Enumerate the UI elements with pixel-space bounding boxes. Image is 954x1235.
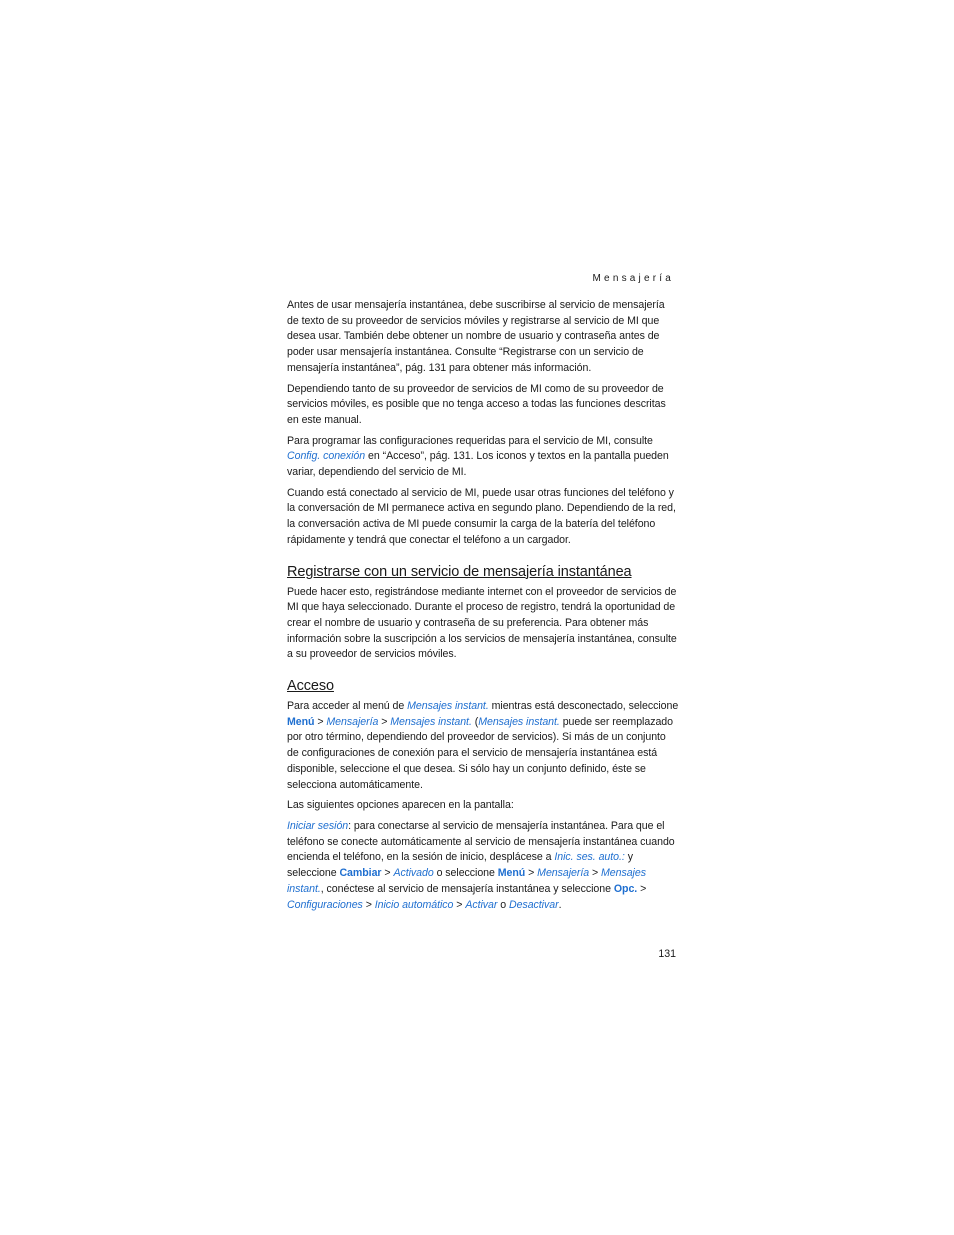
registrarse-paragraph: Puede hacer esto, registrándose mediante internet con el proveedor de servicios de MI que haya seleccionado. Durante el proceso de registro, tendrá la oportunidad de crear el nombre de usuario y contraseña de su preferencia. Para obtener más información sobre la suscripción a los servicios de mensajería instantánea, consulte a su proveedor de servicios móviles.	[287, 585, 677, 661]
intro-paragraph-1: Antes de usar mensajería instantánea, debe suscribirse al servicio de mensajería de texto de su proveedor de servicios móviles y registrarse al servicio de MI que desea usar. También debe obtener un nombre de usuario y contraseña antes de poder usar mensajería instantánea. Consulte “Registrarse con un servicio de mensajería instantánea”, pág. 131 para obtener más información.	[287, 299, 665, 374]
mensajeria-link[interactable]: Mensajería	[537, 867, 590, 880]
intro-paragraph-2: Dependiendo tanto de su proveedor de servicios de MI como de su proveedor de servicios móviles, es posible que no tenga acceso a todas las funciones descritas en este manual.	[287, 382, 666, 426]
configuraciones-link[interactable]: Configuraciones	[287, 898, 363, 911]
running-header: Mensajería	[592, 273, 674, 284]
separator: >	[314, 715, 327, 728]
mensajeria-link[interactable]: Mensajería	[326, 715, 379, 728]
config-paragraph	[287, 434, 679, 481]
separator: >	[378, 715, 391, 728]
text: : para conectarse al servicio de mensajería instantánea. Para que el teléfono se conecte automáticamente al servicio de mensajería instantánea cuando encienda el teléfono, en la sesión de inicio, desplácese a	[287, 819, 675, 864]
config-conexion-link[interactable]: Config. conexión	[287, 450, 366, 463]
text: y seleccione	[287, 851, 633, 880]
separator: >	[637, 882, 647, 895]
acceso-paragraph-3	[287, 819, 679, 913]
text: (	[471, 715, 479, 728]
text: .	[558, 898, 562, 911]
menu-key[interactable]: Menú	[497, 867, 526, 880]
activado-link[interactable]: Activado	[393, 867, 434, 880]
iniciar-sesion-link[interactable]: Iniciar sesión	[287, 819, 349, 832]
config-text-post: en “Acceso”, pág. 131. Los iconos y textos en la pantalla pueden variar, dependiendo del servicio de MI.	[287, 450, 669, 479]
desactivar-link[interactable]: Desactivar	[509, 898, 559, 911]
text: , conéctese al servicio de mensajería instantánea y seleccione	[320, 882, 614, 895]
text: Para acceder al menú de	[287, 700, 408, 713]
separator: >	[453, 898, 466, 911]
config-text-pre: Para programar las configuraciones requeridas para el servicio de MI, consulte	[287, 434, 653, 447]
acceso-paragraph-2: Las siguientes opciones aparecen en la pantalla:	[287, 799, 514, 812]
separator: >	[362, 898, 375, 911]
opc-key[interactable]: Opc.	[613, 882, 638, 895]
section-heading-registrarse: Registrarse con un servicio de mensajería instantánea	[287, 563, 632, 580]
text: o	[497, 898, 510, 911]
page-content	[287, 298, 679, 918]
activar-link[interactable]: Activar	[465, 898, 498, 911]
mensajes-instant-link[interactable]: Mensajes instant.	[390, 715, 472, 728]
separator: >	[589, 867, 602, 880]
mensajes-instant-link[interactable]: Mensajes instant.	[478, 715, 560, 728]
menu-key[interactable]: Menú	[287, 715, 315, 728]
inicio-automatico-link[interactable]: Inicio automático	[374, 898, 454, 911]
inic-ses-auto-link[interactable]: Inic. ses. auto.:	[554, 851, 625, 864]
acceso-paragraph-1	[287, 699, 679, 793]
text: o seleccione	[433, 867, 498, 880]
page-number: 131	[658, 948, 676, 960]
connected-paragraph: Cuando está conectado al servicio de MI, puede usar otras funciones del teléfono y la conversación de MI permanece activa en segundo plano. Dependiendo de la red, la conversación activa de MI puede consumir la carga de la batería del teléfono rápidamente y tendrá que conectar el teléfono a un cargador.	[287, 486, 676, 546]
separator: >	[381, 867, 394, 880]
cambiar-key[interactable]: Cambiar	[339, 867, 382, 880]
text: puede ser reemplazado por otro término, dependiendo del proveedor de servicios). Si más de un conjunto de configuraciones de conexión para el servicio de mensajería instantánea está disponible, seleccione el que desea. Si sólo hay un conjunto definido, éste se selecciona automáticamente.	[287, 715, 673, 791]
text: mientras está desconectado, seleccione	[488, 700, 679, 713]
mensajes-instant-link[interactable]: Mensajes instant.	[407, 700, 489, 713]
separator: >	[525, 867, 538, 880]
mensajes-instant-link[interactable]: Mensajes instant.	[287, 867, 646, 895]
section-heading-acceso: Acceso	[287, 678, 334, 695]
